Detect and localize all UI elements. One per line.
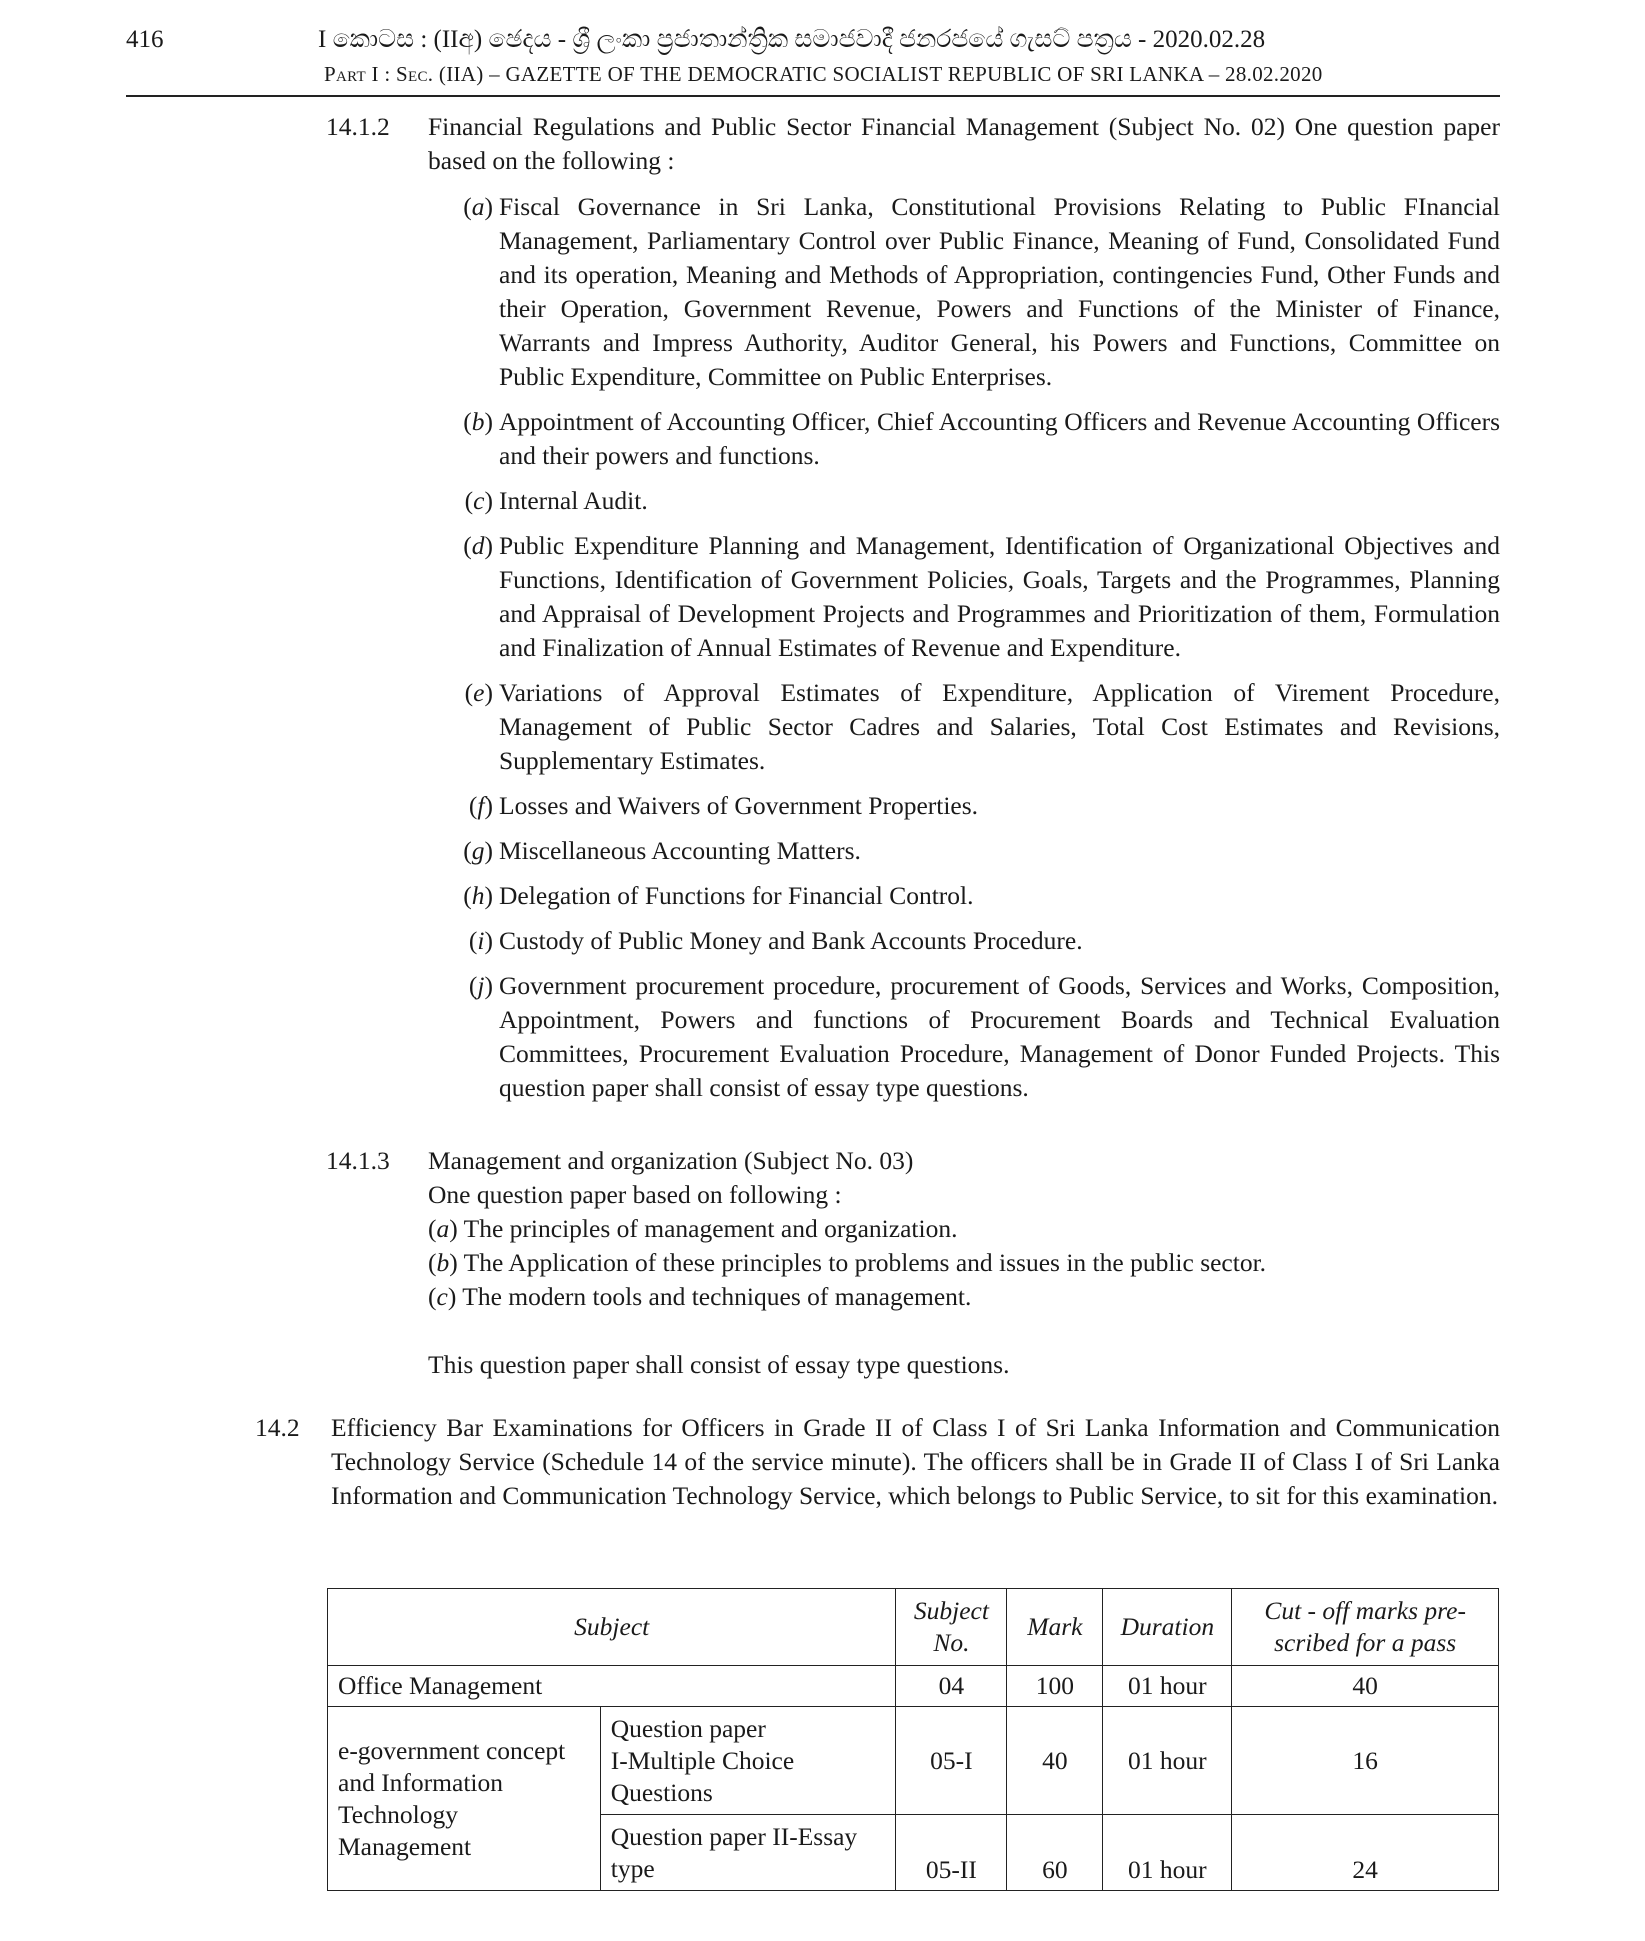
gazette-header-sinhala: I කොටස : (IIඅ) ඡෙදය - ශ්‍රී ලංකා ප්‍රජාතාන්ත්‍රික සමාජවාදී ජනරජයේ ගැසට් පත්‍රය - 2020.02.28 (318, 26, 1266, 53)
gazette-title: (IIA) – GAZETTE OF THE DEMOCRATIC SOCIALIST REPUBLIC OF SRI LANKA – 28.02.2020 (433, 62, 1323, 86)
section-intro: One question paper based on following : (428, 1180, 842, 1209)
item-label: (b) (463, 407, 493, 436)
list-item (463, 834, 1500, 868)
cell-mark: 100 (1007, 1666, 1103, 1707)
cell-subject-no: 05-II (896, 1815, 1007, 1891)
item-text: Delegation of Functions for Financial Control. (499, 881, 974, 910)
item-text: Internal Audit. (499, 486, 648, 515)
table-row (328, 1707, 1499, 1815)
table-header-row (328, 1589, 1499, 1666)
section-number: 14.2 (255, 1413, 300, 1442)
list-item (463, 879, 1500, 913)
section-number: 14.1.2 (326, 112, 390, 141)
cell-subject: e-government concept and Information Technology Management (328, 1707, 601, 1891)
table-row (328, 1666, 1499, 1707)
cell-duration: 01 hour (1103, 1815, 1232, 1891)
section-title: Management and organization (Subject No. 03) (428, 1146, 914, 1175)
cell-paper: Question paper II-Essay type (600, 1815, 896, 1891)
cell-cutoff: 40 (1232, 1666, 1499, 1707)
item-label: (c) (464, 486, 493, 515)
item-text: Custody of Public Money and Bank Accounts Procedure. (499, 926, 1083, 955)
cell-duration: 01 hour (1103, 1707, 1232, 1815)
item-text: Government procurement procedure, procurement of Goods, Services and Works, Composition, Appointment, Powers and functions of Procurement Boards and Technical Evaluation Committees, Procurement Evaluation Procedure, Management of Donor Funded Projects. This question paper shall consist of essay type questions. (499, 971, 1500, 1102)
item-label: (a) (463, 192, 493, 221)
header-divider (126, 95, 1500, 97)
section-14-1-3-body (428, 1144, 1500, 1382)
list-item (468, 924, 1500, 958)
list-item (468, 969, 1500, 1105)
header-cutoff: Cut - off marks pre- scribed for a pass (1232, 1589, 1499, 1666)
list-item: (b) The Application of these principles to problems and issues in the public sector. (428, 1248, 1267, 1277)
section-number: 14.1.3 (326, 1146, 390, 1175)
list-item: (a) The principles of management and organization. (428, 1214, 958, 1243)
cell-paper: Question paper I-Multiple Choice Questions (600, 1707, 896, 1815)
section-heading: Financial Regulations and Public Sector Financial Management (Subject No. 02) One question paper based on the following : (428, 112, 1500, 175)
item-text: Losses and Waivers of Government Properties. (499, 791, 979, 820)
cell-duration: 01 hour (1103, 1666, 1232, 1707)
header-duration: Duration (1103, 1589, 1232, 1666)
list-item (463, 405, 1500, 473)
cell-subject: Office Management (328, 1666, 896, 1707)
header-subject-no: Subject No. (896, 1589, 1007, 1666)
cell-mark: 60 (1007, 1815, 1103, 1891)
item-text: Public Expenditure Planning and Management, Identification of Organizational Objectives and Functions, Identification of Government Policies, Goals, Targets and the Programmes, Planning and Appraisal of Development Projects and Programmes and Prioritization of them, Formulation and Finalization of Annual Estimates of Revenue and Expenditure. (499, 531, 1500, 662)
item-list-14-1-2 (463, 190, 1500, 1116)
item-label: (g) (463, 836, 493, 865)
item-label: (f) (468, 791, 493, 820)
item-text: Miscellaneous Accounting Matters. (499, 836, 861, 865)
item-label: (h) (463, 881, 493, 910)
cell-subject-no: 04 (896, 1666, 1007, 1707)
section-text: Efficiency Bar Examinations for Officers in Grade II of Class I of Sri Lanka Information and Communication Technology Service (Schedule 14 of the service minute). The officers shall be in Grade II of Class I of Sri Lanka Information and Communication Technology Service, which belongs to Public Service, to sit for this examination. (331, 1413, 1500, 1510)
list-item (468, 789, 1500, 823)
gazette-header-english (324, 62, 1323, 87)
cell-cutoff: 16 (1232, 1707, 1499, 1815)
page-number: 416 (126, 26, 164, 53)
cell-cutoff: 24 (1232, 1815, 1499, 1891)
header-mark: Mark (1007, 1589, 1103, 1666)
item-text: Fiscal Governance in Sri Lanka, Constitutional Provisions Relating to Public FInancial Management, Parliamentary Control over Public Finance, Meaning of Fund, Consolidated Fund and its operation, Meaning and Methods of Appropriation, contingencies Fund, Other Funds and their Operation, Government Revenue, Powers and Functions of the Minister of Finance, Warrants and Impress Authority, Auditor General, his Powers and Functions, Committee on Public Expenditure, Committee on Public Enterprises. (499, 192, 1500, 391)
list-item (464, 676, 1500, 778)
item-label: (e) (464, 678, 493, 707)
item-text: Appointment of Accounting Officer, Chief Accounting Officers and Revenue Accounting Officers and their powers and functions. (499, 407, 1500, 470)
item-label: (i) (468, 926, 493, 955)
section-note: This question paper shall consist of essay type questions. (428, 1350, 1010, 1379)
cell-subject-no: 05-I (896, 1707, 1007, 1815)
list-item (463, 190, 1500, 394)
header-subject: Subject (328, 1589, 896, 1666)
part-label: Part I : Sec. (324, 62, 434, 86)
list-item (463, 529, 1500, 665)
list-item (464, 484, 1500, 518)
exam-table (327, 1588, 1499, 1891)
list-item: (c) The modern tools and techniques of management. (428, 1282, 972, 1311)
item-label: (j) (468, 971, 493, 1000)
cell-mark: 40 (1007, 1707, 1103, 1815)
item-text: Variations of Approval Estimates of Expenditure, Application of Virement Procedure, Management of Public Sector Cadres and Salaries, Total Cost Estimates and Revisions, Supplementary Estimates. (499, 678, 1500, 775)
item-label: (d) (463, 531, 493, 560)
